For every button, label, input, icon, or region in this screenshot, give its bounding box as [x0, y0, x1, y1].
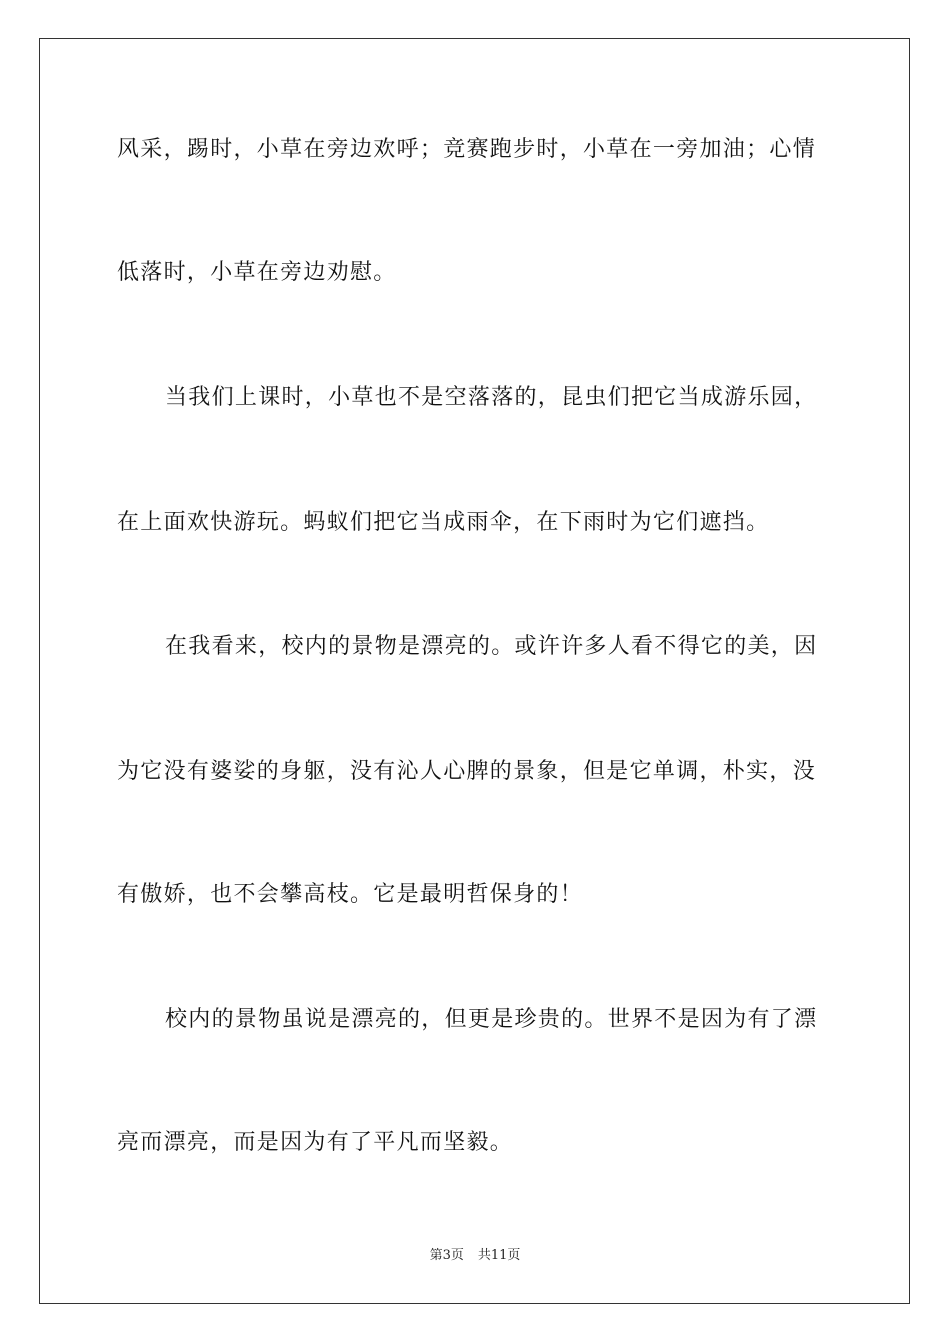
text-line: 在上面欢快游玩。蚂蚁们把它当成雨伞，在下雨时为它们遮挡。: [117, 510, 770, 535]
page-number: 第3页: [429, 1248, 464, 1263]
text-line: 为它没有婆娑的身躯，没有沁人心脾的景象，但是它单调，朴实，没: [117, 759, 817, 784]
paragraph-first-line: 在我看来，校内的景物是漂亮的。或许许多人看不得它的美，因: [165, 634, 818, 659]
text-line: 低落时，小草在旁边劝慰。: [117, 260, 397, 285]
text-line: 亮而漂亮，而是因为有了平凡而坚毅。: [117, 1130, 514, 1155]
text-line: 风采，踢时，小草在旁边欢呼；竞赛跑步时，小草在一旁加油；心情: [117, 137, 817, 162]
paragraph-first-line: 当我们上课时，小草也不是空落落的，昆虫们把它当成游乐园，: [165, 385, 818, 410]
page-footer: [0, 1247, 950, 1265]
paragraph-first-line: 校内的景物虽说是漂亮的，但更是珍贵的。世界不是因为有了漂: [165, 1007, 818, 1032]
page-border: [39, 38, 910, 1304]
page-total: 共11页: [477, 1248, 521, 1263]
text-line: 有傲娇，也不会攀高枝。它是最明哲保身的！: [117, 882, 584, 907]
